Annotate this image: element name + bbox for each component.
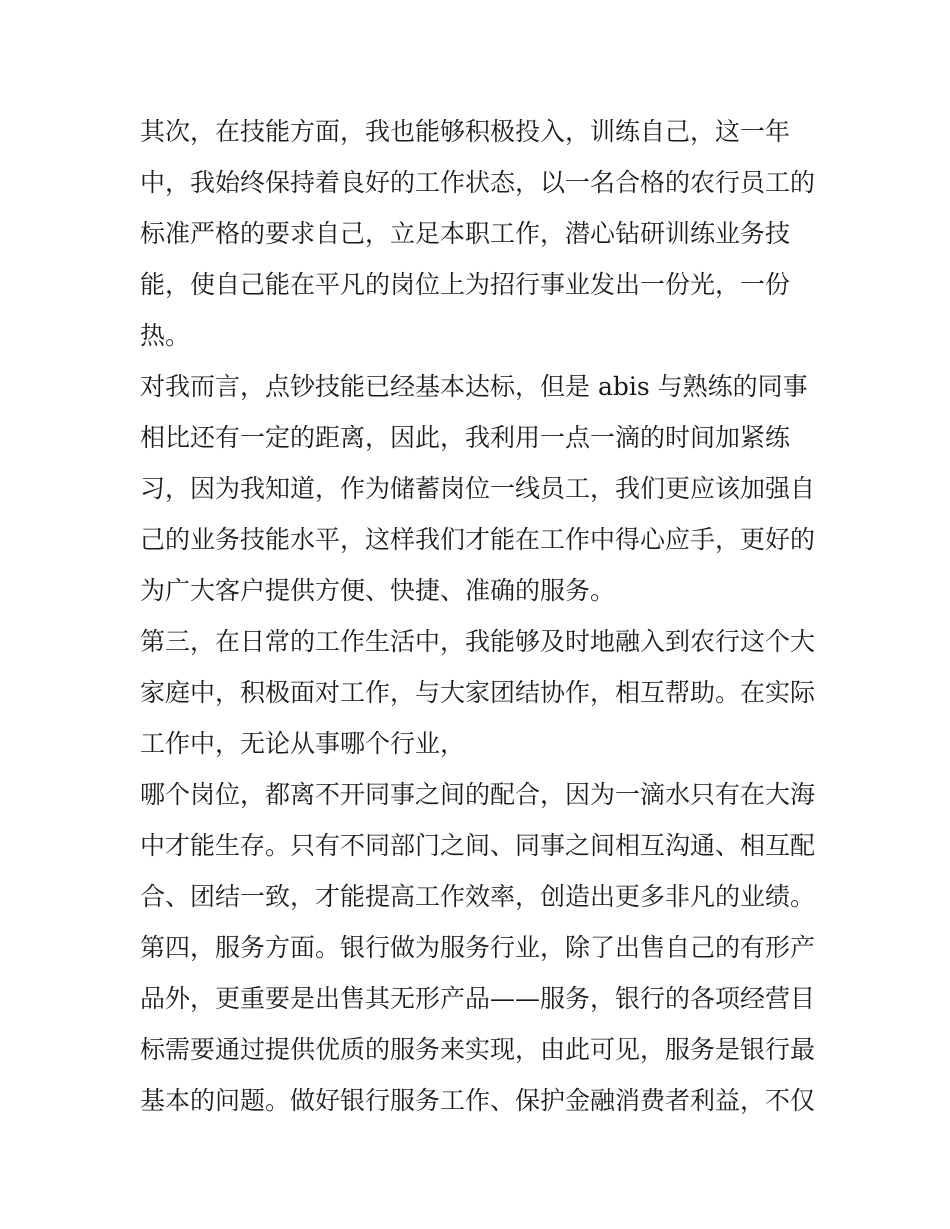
text-line: 第四，服务方面。银行做为服务行业，除了出售自己的有形产: [140, 933, 816, 962]
text-line: 家庭中，积极面对工作，与大家团结协作，相互帮助。在实际: [140, 678, 816, 707]
text-line: 合、团结一致，才能提高工作效率，创造出更多非凡的业绩。: [140, 882, 816, 911]
text-line: 能，使自己能在平凡的岗位上为招行事业发出一份光，一份: [140, 270, 791, 299]
text-line: 第三，在日常的工作生活中，我能够及时地融入到农行这个大: [140, 627, 816, 656]
text-line: 工作中，无论从事哪个行业，: [140, 729, 466, 758]
text-line: 品外，更重要是出售其无形产品——服务，银行的各项经营目: [140, 984, 816, 1013]
text-line: 为广大客户提供方便、快捷、准确的服务。: [140, 576, 616, 605]
text-line: 标准严格的要求自己，立足本职工作，潜心钻研训练业务技: [140, 219, 791, 248]
text-line: 中，我始终保持着良好的工作状态，以一名合格的农行员工的: [140, 168, 816, 197]
text-line: 哪个岗位，都离不开同事之间的配合，因为一滴水只有在大海: [140, 780, 816, 809]
text-line: 基本的问题。做好银行服务工作、保护金融消费者利益，不仅: [140, 1086, 816, 1115]
text-line: 中才能生存。只有不同部门之间、同事之间相互沟通、相互配: [140, 831, 816, 860]
text-line: 习，因为我知道，作为储蓄岗位一线员工，我们更应该加强自: [140, 474, 816, 503]
body-text: [140, 106, 830, 1126]
text-line: 己的业务技能水平，这样我们才能在工作中得心应手，更好的: [140, 525, 816, 554]
text-line: 对我而言，点钞技能已经基本达标，但是 abis 与熟练的同事: [140, 372, 808, 401]
text-line: 相比还有一定的距离，因此，我利用一点一滴的时间加紧练: [140, 423, 791, 452]
text-line: 热。: [140, 321, 191, 350]
text-line: 标需要通过提供优质的服务来实现，由此可见，服务是银行最: [140, 1035, 816, 1064]
text-line: 其次，在技能方面，我也能够积极投入，训练自己，这一年: [140, 117, 791, 146]
